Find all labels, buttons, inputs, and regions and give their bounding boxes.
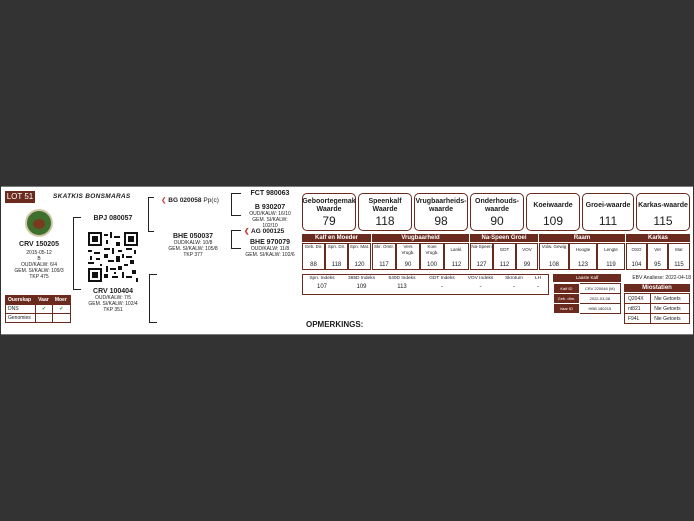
ebv-cell: [626, 243, 647, 270]
dam-id: CRV 100404: [93, 288, 133, 295]
animal-info: [9, 241, 69, 280]
sire-dam-oud-kalw: OUD/KALW: 10/8: [173, 240, 213, 246]
index-cell: [462, 276, 499, 290]
ebv-cell: [420, 243, 444, 270]
ebv-cell: [302, 243, 325, 270]
ebv-value: 100: [426, 261, 437, 268]
genomies-label: Genomies: [6, 314, 36, 323]
box-value: 111: [598, 214, 618, 228]
ped-line: [149, 274, 150, 322]
sdd-oud-kalw: OUD/KALW: 11/8: [250, 246, 290, 252]
red-ribbon-icon: ❮: [161, 197, 167, 204]
genomies-vaar: [36, 314, 53, 323]
ebv-value: 99: [523, 261, 531, 268]
ebv-value: 112: [499, 261, 510, 268]
animal-oud-kalw: OUD/KALW: 6/4: [21, 262, 57, 268]
ssd-id: B 930207: [254, 204, 286, 211]
dam-tkp: TKP 351: [103, 307, 123, 313]
ebv-cell: [597, 243, 625, 270]
dns-label: DNS: [6, 305, 36, 314]
index-label: Spn. Indeks: [309, 276, 335, 281]
kalf-id-label: Kalf ID: [554, 284, 580, 294]
ebv-value: 90: [404, 261, 412, 268]
sss-id: FCT 980063: [250, 190, 290, 197]
sds-id: AG 000125: [251, 228, 285, 235]
box-label: Koeiwaarde: [533, 201, 573, 209]
ebv-cell: [444, 243, 469, 270]
vaar-id-value: HBB 180215: [579, 304, 620, 314]
box-label: Onderhouds-waarde: [475, 197, 519, 213]
ped-line: [73, 217, 81, 218]
box-value: 98: [434, 214, 448, 228]
ebv-label: Na-Speen: [471, 244, 492, 249]
ebv-label: Spn. Dir.: [327, 244, 346, 249]
ebv-cell: [325, 243, 348, 270]
ebv-value: 104: [631, 261, 642, 268]
ssd-gem-si: GEM. SI/KALW: 102/10: [252, 217, 288, 229]
index-cell: [382, 276, 422, 290]
miostatien-table: [624, 293, 690, 324]
animal-tkp: TKP 475: [29, 274, 49, 280]
moer-header: Moer: [52, 296, 70, 305]
miostatien-title: Miostatien: [624, 284, 690, 292]
dns-moer-check: ✔: [52, 305, 70, 314]
index-value: 107: [316, 284, 327, 290]
sdd: [244, 239, 296, 258]
ebv-analysis-date: EBV Analiese: 2022-04-18: [632, 275, 691, 281]
ebv-value: 115: [674, 261, 684, 268]
index-cell: [500, 276, 528, 290]
ebv-cell: [372, 243, 396, 270]
index-label: VOV Indeks: [467, 276, 494, 281]
ebv-value: 123: [577, 261, 588, 268]
geb-dtm-value: 2022-03-08: [579, 294, 620, 304]
ped-line: [149, 274, 157, 275]
index-value: 113: [397, 284, 407, 290]
geb-dtm-label: Geb. dtm.: [554, 294, 580, 304]
ebv-cell: [396, 243, 420, 270]
value-box: [302, 193, 356, 231]
dam-oud-kalw: OUD/KALW: 7/5: [95, 295, 131, 301]
bull-logo: [25, 209, 53, 237]
ped-line: [149, 322, 157, 323]
opmerkings-label: OPMERKINGS:: [306, 320, 364, 329]
index-cell: [303, 276, 341, 290]
index-label: 540D Indeks: [388, 276, 416, 281]
ebv-cell: [539, 243, 569, 270]
mio-result: Nie Getoets: [651, 314, 690, 324]
group-na-speen-groei: Na-Speen Groei: [470, 234, 538, 242]
ebv-value: 112: [451, 261, 462, 268]
ebv-label: Mar: [675, 247, 683, 252]
genomies-moer: [52, 314, 70, 323]
value-box: [636, 193, 690, 231]
kalf-id-value: CRV 220046 (M): [579, 284, 620, 294]
ebv-label: Geb. Dir.: [304, 244, 323, 249]
ebv-value: 108: [548, 261, 559, 268]
mio-marker: nt821: [625, 304, 651, 314]
index-label: GDT Indeks: [429, 276, 455, 281]
index-label: LH: [534, 276, 542, 281]
ouerskap-header: Ouerskap: [6, 296, 36, 305]
mio-marker: Q204X: [625, 294, 651, 304]
sire-dam-id: BHE 050037: [172, 233, 214, 240]
ebv-label: GDT: [499, 247, 510, 252]
ped-line: [148, 231, 154, 232]
ped-line: [231, 193, 232, 215]
ebv-value: 117: [379, 261, 389, 268]
vaar-header: Vaar: [36, 296, 53, 305]
ebv-cell: [516, 243, 538, 270]
ped-line: [231, 193, 241, 194]
mio-marker: F94L: [625, 314, 651, 324]
ebv-label: Vers Vrugb.: [401, 244, 415, 255]
laaste-kalf-title: Laaste Kalf: [553, 274, 621, 282]
index-cell: [423, 276, 461, 290]
dam-gem-si: GEM. SI/KALW: 102/4: [88, 301, 138, 307]
animal-id: CRV 150205: [19, 241, 59, 248]
sire-sire: [161, 196, 227, 204]
red-ribbon-icon: ❮: [244, 228, 250, 235]
box-label: Geboortegemak Waarde: [302, 197, 356, 213]
dam-info: [87, 288, 139, 313]
farm-name: SKATKIS BONSMARAS: [53, 193, 131, 200]
sire-id: BPJ 080057: [93, 215, 133, 222]
index-cell: [342, 276, 381, 290]
ebv-value: 127: [476, 261, 487, 268]
ebv-cell: [569, 243, 597, 270]
index-value: -: [537, 284, 539, 290]
ped-line: [73, 217, 74, 289]
ped-line: [148, 197, 154, 198]
value-box: [414, 193, 468, 231]
ped-line: [231, 215, 241, 216]
ebv-label: VOV: [522, 247, 532, 252]
box-value: 109: [542, 214, 564, 228]
index-label: 365D Indeks: [348, 276, 375, 281]
qr-code[interactable]: [88, 232, 138, 282]
box-value: 118: [375, 214, 395, 228]
ebv-label: Spn. Mat.: [349, 244, 370, 249]
ssd: [244, 204, 296, 229]
ebv-value: 120: [354, 261, 365, 268]
value-box: [358, 193, 412, 231]
sdd-id: BHE 970079: [249, 239, 291, 246]
value-box: [582, 193, 634, 231]
index-cell: [529, 276, 547, 290]
index-value: -: [513, 284, 515, 290]
ebv-label: Skr. Omtr.: [373, 244, 394, 249]
index-value: 109: [356, 284, 367, 290]
value-box: [470, 193, 524, 231]
ssd-oud-kalw: OUD/KALW: 16/10: [249, 211, 291, 217]
sire-dam-gem-si: GEM. SI/KALW: 105/8: [168, 246, 218, 252]
vaar-id-label: Vaar ID: [554, 304, 580, 314]
ped-line: [231, 230, 232, 248]
sds: [244, 227, 302, 235]
group-kalf-en-moeder: Kalf en Moeder: [302, 234, 371, 242]
index-label: Skrotum: [505, 276, 523, 281]
box-label: Groei-waarde: [585, 201, 631, 209]
box-value: 79: [322, 214, 336, 228]
value-box: [526, 193, 580, 231]
sire-dam-tkp: TKP 377: [183, 252, 203, 258]
sire-sire-suffix: Pp(c): [203, 197, 219, 204]
ped-line: [73, 289, 81, 290]
laaste-kalf-table: [553, 283, 621, 314]
ebv-cell: [647, 243, 668, 270]
ouerskap-table: [5, 295, 71, 323]
lot-card: [1, 186, 693, 335]
ebv-value: 88: [310, 261, 317, 268]
ped-line: [231, 230, 241, 231]
animal-code: B: [37, 256, 41, 262]
ped-line: [231, 248, 241, 249]
ebv-label: Lengte: [604, 247, 618, 252]
animal-gem-si: GEM. SI/KALW: 109/3: [14, 268, 64, 274]
ebv-label: Vet: [654, 247, 661, 252]
group-vrugbaarheid: Vrugbaarheid: [372, 234, 469, 242]
group-raam: Raam: [539, 234, 625, 242]
dns-vaar-check: ✔: [36, 305, 53, 314]
box-label: Karkas-waarde: [638, 201, 688, 209]
ebv-label: OSO: [631, 247, 642, 252]
ebv-label: Volw. Gewig: [541, 244, 567, 249]
mio-result: Nie Getoets: [651, 304, 690, 314]
ped-line: [148, 197, 149, 231]
ebv-cell: [348, 243, 371, 270]
ebv-value: 95: [654, 261, 661, 268]
box-label: Vrugbaarheids-waarde: [415, 197, 467, 213]
ebv-label: Lankl.: [450, 247, 463, 252]
ebv-cell: [668, 243, 690, 270]
ebv-cell: [470, 243, 493, 270]
group-karkas: Karkas: [626, 234, 690, 242]
sire-dam: [165, 233, 221, 258]
lot-number: LOT 51: [6, 192, 34, 201]
ebv-label: Koei Vrugb.: [425, 244, 439, 255]
ebv-cell: [493, 243, 516, 270]
sdd-gem-si: GEM. SI/KALW: 102/6: [245, 252, 295, 258]
mio-result: Nie Getoets: [651, 294, 690, 304]
animal-date: 2015-05-12: [26, 250, 52, 256]
box-value: 90: [490, 214, 504, 228]
index-value: -: [441, 284, 443, 290]
box-label: Speenkalf Waarde: [368, 197, 402, 213]
box-value: 115: [653, 214, 673, 228]
ebv-label: Hoogte: [575, 247, 591, 252]
sire-sire-id: BG 020058: [168, 197, 202, 204]
index-value: -: [479, 284, 482, 290]
ebv-value: 118: [331, 261, 342, 268]
ebv-value: 119: [606, 261, 616, 268]
